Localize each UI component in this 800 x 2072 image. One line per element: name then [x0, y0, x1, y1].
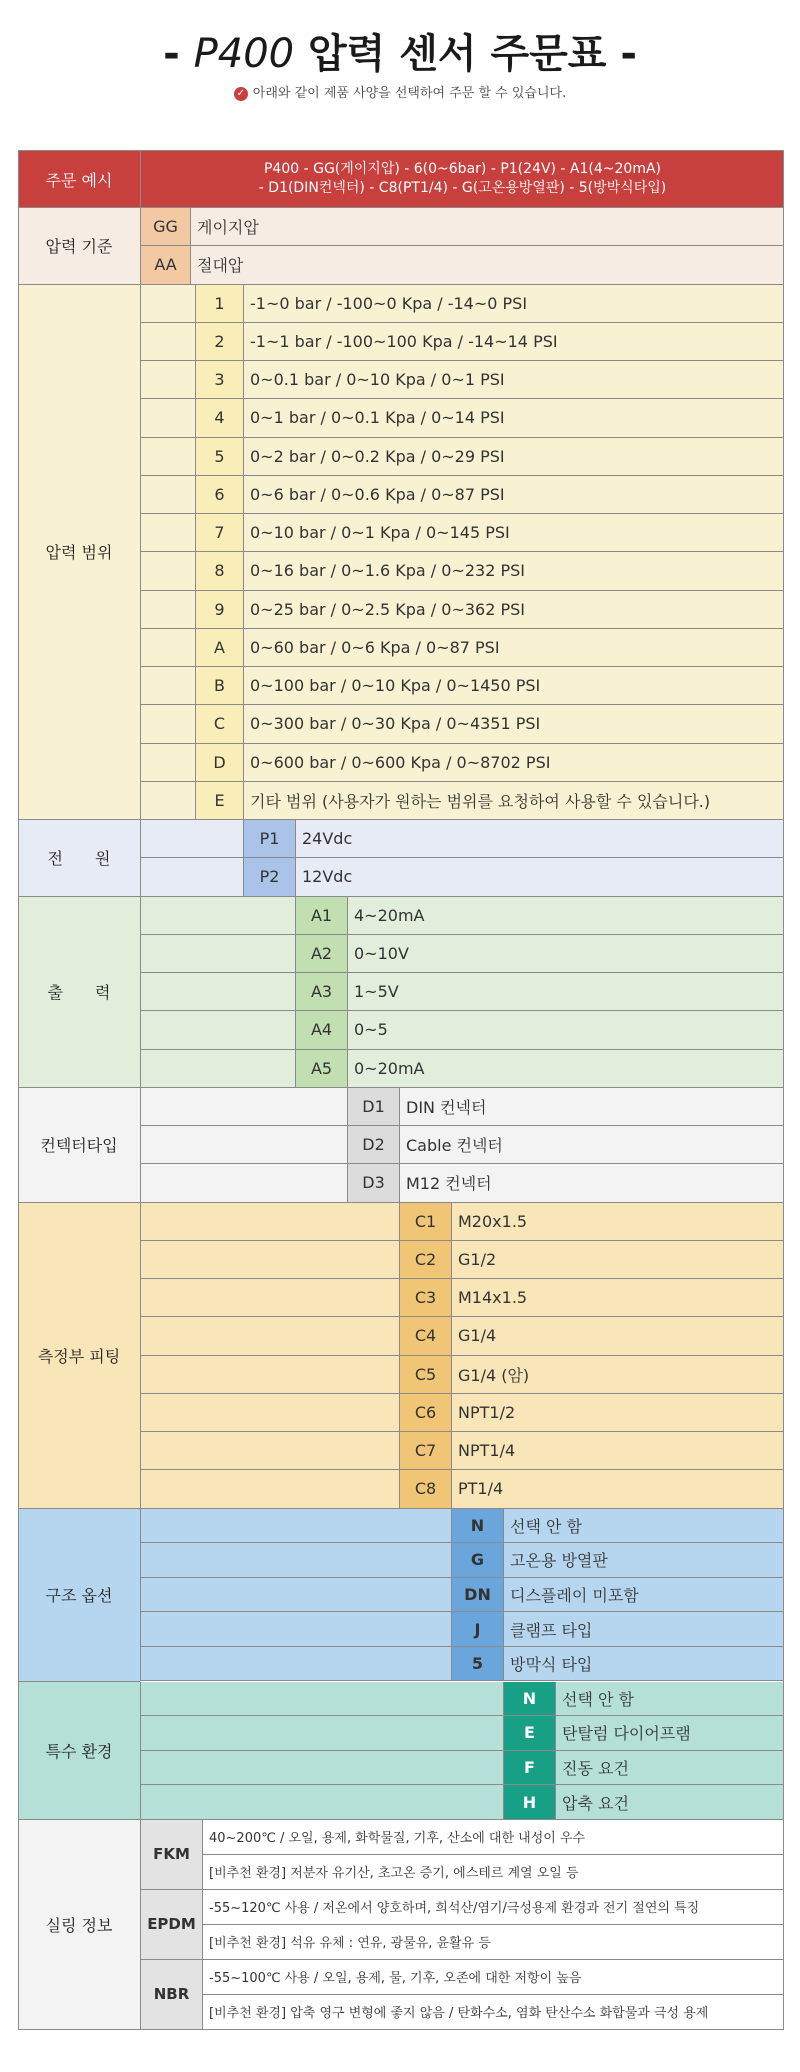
option-row: [140, 1509, 784, 1544]
option-row: [140, 1432, 784, 1470]
option-description: 0~10V: [347, 935, 784, 972]
option-spacer: [140, 1088, 347, 1125]
option-description: 24Vdc: [295, 820, 784, 857]
option-row: [140, 285, 784, 323]
option-description: G1/4 (암): [451, 1356, 784, 1393]
option-row: [140, 323, 784, 361]
option-row: [140, 667, 784, 705]
section-label-sealing: 실링 정보: [18, 1820, 140, 2030]
option-row: [140, 1126, 784, 1164]
option-spacer: [140, 1682, 503, 1716]
option-spacer: [140, 285, 195, 322]
seal-description: -55~120℃ 사용 / 저온에서 양호하며, 희석산/염기/극성용제 환경과 전기 절연의 특징: [202, 1890, 784, 1925]
option-row: [140, 744, 784, 782]
sealing-table: [140, 1820, 784, 2030]
option-description: 0~100 bar / 0~10 Kpa / 0~1450 PSI: [243, 667, 784, 704]
option-description: M12 컨넥터: [399, 1164, 784, 1201]
option-row: [140, 858, 784, 896]
option-row: [140, 1394, 784, 1432]
option-code: P2: [243, 858, 295, 895]
option-row: [140, 1647, 784, 1682]
option-row: [140, 208, 784, 246]
option-description: 0~10 bar / 0~1 Kpa / 0~145 PSI: [243, 514, 784, 551]
title-text: 압력 센서 주문표: [308, 31, 607, 77]
section-label-power: 전 원: [18, 820, 140, 897]
option-description: M14x1.5: [451, 1279, 784, 1316]
order-example-text: [140, 150, 784, 208]
option-row: [140, 246, 784, 284]
option-spacer: [140, 1470, 399, 1507]
option-row: [140, 1356, 784, 1394]
option-spacer: [140, 476, 195, 513]
option-row: [140, 1241, 784, 1279]
option-spacer: [140, 1279, 399, 1316]
option-spacer: [140, 552, 195, 589]
option-code: B: [195, 667, 243, 704]
option-code: D1: [347, 1088, 399, 1125]
option-row: [140, 629, 784, 667]
option-description: 디스플레이 미포함: [503, 1578, 784, 1612]
option-row: [140, 935, 784, 973]
title-dash-left: -: [163, 31, 180, 77]
option-row: [140, 1578, 784, 1613]
option-code: A2: [295, 935, 347, 972]
option-spacer: [140, 1432, 399, 1469]
section-label-output: 출 력: [18, 897, 140, 1088]
option-description: 선택 안 함: [555, 1682, 784, 1716]
option-description: 게이지압: [190, 208, 784, 245]
option-code: A4: [295, 1011, 347, 1048]
option-description: 선택 안 함: [503, 1509, 784, 1543]
option-description: 0~2 bar / 0~0.2 Kpa / 0~29 PSI: [243, 438, 784, 475]
option-description: G1/2: [451, 1241, 784, 1278]
option-code: C8: [399, 1470, 451, 1507]
order-example-line2: - D1(DIN컨넥터) - C8(PT1/4) - G(고온용방열판) - 5(방박식타입): [258, 180, 667, 196]
option-row: [140, 438, 784, 476]
option-description: 0~5: [347, 1011, 784, 1048]
option-description: -1~1 bar / -100~100 Kpa / -14~14 PSI: [243, 323, 784, 360]
option-code: 3: [195, 361, 243, 398]
option-code: A1: [295, 897, 347, 934]
option-spacer: [140, 1543, 451, 1577]
option-spacer: [140, 1356, 399, 1393]
option-code: E: [503, 1716, 555, 1750]
option-code: A5: [295, 1050, 347, 1087]
option-spacer: [140, 1509, 451, 1543]
option-code: 9: [195, 591, 243, 628]
option-code: E: [195, 782, 243, 819]
option-spacer: [140, 1011, 295, 1048]
option-description: 압축 요건: [555, 1785, 784, 1819]
option-spacer: [140, 667, 195, 704]
option-code: 8: [195, 552, 243, 589]
option-code: G: [451, 1543, 503, 1577]
option-spacer: [140, 744, 195, 781]
option-code: C3: [399, 1279, 451, 1316]
option-code: C1: [399, 1203, 451, 1240]
option-row: [140, 476, 784, 514]
option-code: 5: [451, 1647, 503, 1681]
seal-description: [비추천 환경] 석유 유체 : 연유, 광물유, 윤활유 등: [202, 1925, 784, 1960]
check-icon: ✓: [234, 87, 248, 101]
option-code: 2: [195, 323, 243, 360]
option-spacer: [140, 1612, 451, 1646]
option-description: NPT1/2: [451, 1394, 784, 1431]
option-description: 진동 요건: [555, 1751, 784, 1785]
option-spacer: [140, 973, 295, 1010]
option-spacer: [140, 705, 195, 742]
option-description: Cable 컨넥터: [399, 1126, 784, 1163]
option-row: [140, 1011, 784, 1049]
option-description: 0~16 bar / 0~1.6 Kpa / 0~232 PSI: [243, 552, 784, 589]
section-label-standard: 압력 기준: [18, 208, 140, 285]
option-description: 0~1 bar / 0~0.1 Kpa / 0~14 PSI: [243, 399, 784, 436]
option-code: D3: [347, 1164, 399, 1201]
option-row: [140, 591, 784, 629]
option-description: 0~60 bar / 0~6 Kpa / 0~87 PSI: [243, 629, 784, 666]
option-row: [140, 1470, 784, 1508]
section-label-structure: 구조 옵션: [18, 1509, 140, 1682]
title-dash-right: -: [620, 31, 637, 77]
option-code: N: [503, 1682, 555, 1716]
option-description: 방막식 타입: [503, 1647, 784, 1681]
option-code: C4: [399, 1317, 451, 1354]
option-spacer: [140, 935, 295, 972]
option-code: 7: [195, 514, 243, 551]
option-code: C2: [399, 1241, 451, 1278]
option-row: [140, 1088, 784, 1126]
option-spacer: [140, 1050, 295, 1087]
option-spacer: [140, 438, 195, 475]
option-spacer: [140, 514, 195, 551]
option-row: [140, 973, 784, 1011]
option-row: [140, 1751, 784, 1786]
option-description: 절대압: [190, 246, 784, 283]
option-row: [140, 1612, 784, 1647]
option-description: 탄탈럼 다이어프램: [555, 1716, 784, 1750]
option-row: [140, 399, 784, 437]
option-code: C6: [399, 1394, 451, 1431]
option-code: C7: [399, 1432, 451, 1469]
option-spacer: [140, 1578, 451, 1612]
option-code: AA: [140, 246, 190, 283]
option-row: [140, 1716, 784, 1751]
option-code: 5: [195, 438, 243, 475]
option-spacer: [140, 361, 195, 398]
option-description: 고온용 방열판: [503, 1543, 784, 1577]
option-spacer: [140, 1164, 347, 1201]
option-description: -1~0 bar / -100~0 Kpa / -14~0 PSI: [243, 285, 784, 322]
seal-description: [비추천 환경] 압축 영구 변형에 좋지 않음 / 탄화수소, 염화 탄산수소 화합물과 극성 용제: [202, 1995, 784, 2030]
option-code: C: [195, 705, 243, 742]
option-description: 0~25 bar / 0~2.5 Kpa / 0~362 PSI: [243, 591, 784, 628]
option-description: 기타 범위 (사용자가 원하는 범위를 요청하여 사용할 수 있습니다.): [243, 782, 784, 819]
option-code: C5: [399, 1356, 451, 1393]
option-code: J: [451, 1612, 503, 1646]
section-label-connector: 컨텍터타입: [18, 1088, 140, 1203]
option-row: [140, 1317, 784, 1355]
option-spacer: [140, 820, 243, 857]
option-code: H: [503, 1785, 555, 1819]
option-spacer: [140, 858, 243, 895]
option-code: F: [503, 1751, 555, 1785]
option-description: G1/4: [451, 1317, 784, 1354]
option-code: GG: [140, 208, 190, 245]
option-description: 12Vdc: [295, 858, 784, 895]
seal-description: 40~200℃ / 오일, 용제, 화학물질, 기후, 산소에 대한 내성이 우수: [202, 1820, 784, 1855]
seal-description: -55~100℃ 사용 / 오일, 용제, 물, 기후, 오존에 대한 저항이 높음: [202, 1960, 784, 1995]
option-description: 0~600 bar / 0~600 Kpa / 0~8702 PSI: [243, 744, 784, 781]
option-description: 0~6 bar / 0~0.6 Kpa / 0~87 PSI: [243, 476, 784, 513]
option-code: DN: [451, 1578, 503, 1612]
option-description: 0~0.1 bar / 0~10 Kpa / 0~1 PSI: [243, 361, 784, 398]
order-example-row: [18, 150, 784, 208]
option-spacer: [140, 1394, 399, 1431]
subtitle: [0, 82, 800, 101]
option-code: A3: [295, 973, 347, 1010]
option-spacer: [140, 1317, 399, 1354]
order-example-line1: P400 - GG(게이지압) - 6(0~6bar) - P1(24V) - A1(4~20mA): [263, 161, 662, 177]
option-spacer: [140, 782, 195, 819]
section-label-environment: 특수 환경: [18, 1682, 140, 1820]
option-row: [140, 361, 784, 399]
option-description: 0~300 bar / 0~30 Kpa / 0~4351 PSI: [243, 705, 784, 742]
option-row: [140, 820, 784, 858]
option-spacer: [140, 897, 295, 934]
option-row: [140, 1164, 784, 1202]
seal-description: [비추천 환경] 저분자 유기산, 초고온 증기, 에스테르 계열 오일 등: [202, 1855, 784, 1890]
option-row: [140, 705, 784, 743]
seal-material: EPDM: [140, 1890, 202, 1960]
title-model: P400: [193, 31, 295, 77]
page-title: [0, 22, 800, 79]
option-spacer: [140, 1647, 451, 1681]
option-description: 4~20mA: [347, 897, 784, 934]
subtitle-text: 아래와 같이 제품 사양을 선택하여 주문 할 수 있습니다.: [252, 86, 567, 101]
section-label-range: 압력 범위: [18, 285, 140, 821]
seal-material: FKM: [140, 1820, 202, 1890]
option-description: M20x1.5: [451, 1203, 784, 1240]
option-row: [140, 1682, 784, 1717]
option-description: PT1/4: [451, 1470, 784, 1507]
option-code: 6: [195, 476, 243, 513]
option-description: 클램프 타입: [503, 1612, 784, 1646]
option-description: 0~20mA: [347, 1050, 784, 1087]
option-row: [140, 897, 784, 935]
option-spacer: [140, 1785, 503, 1819]
option-row: [140, 1203, 784, 1241]
section-label-fitting: 측정부 피팅: [18, 1203, 140, 1509]
option-spacer: [140, 1751, 503, 1785]
option-row: [140, 782, 784, 820]
option-row: [140, 1279, 784, 1317]
option-code: A: [195, 629, 243, 666]
option-spacer: [140, 1241, 399, 1278]
option-code: 1: [195, 285, 243, 322]
order-example-label: 주문 예시: [45, 170, 113, 190]
option-spacer: [140, 1716, 503, 1750]
option-row: [140, 1543, 784, 1578]
option-row: [140, 552, 784, 590]
option-code: P1: [243, 820, 295, 857]
option-description: 1~5V: [347, 973, 784, 1010]
option-spacer: [140, 323, 195, 360]
option-spacer: [140, 399, 195, 436]
option-row: [140, 1785, 784, 1820]
option-code: N: [451, 1509, 503, 1543]
option-code: 4: [195, 399, 243, 436]
option-code: D2: [347, 1126, 399, 1163]
option-code: D: [195, 744, 243, 781]
option-spacer: [140, 1126, 347, 1163]
option-spacer: [140, 629, 195, 666]
option-row: [140, 1050, 784, 1088]
option-description: NPT1/4: [451, 1432, 784, 1469]
option-description: DIN 컨넥터: [399, 1088, 784, 1125]
seal-material: NBR: [140, 1960, 202, 2030]
option-row: [140, 514, 784, 552]
option-spacer: [140, 1203, 399, 1240]
option-spacer: [140, 591, 195, 628]
